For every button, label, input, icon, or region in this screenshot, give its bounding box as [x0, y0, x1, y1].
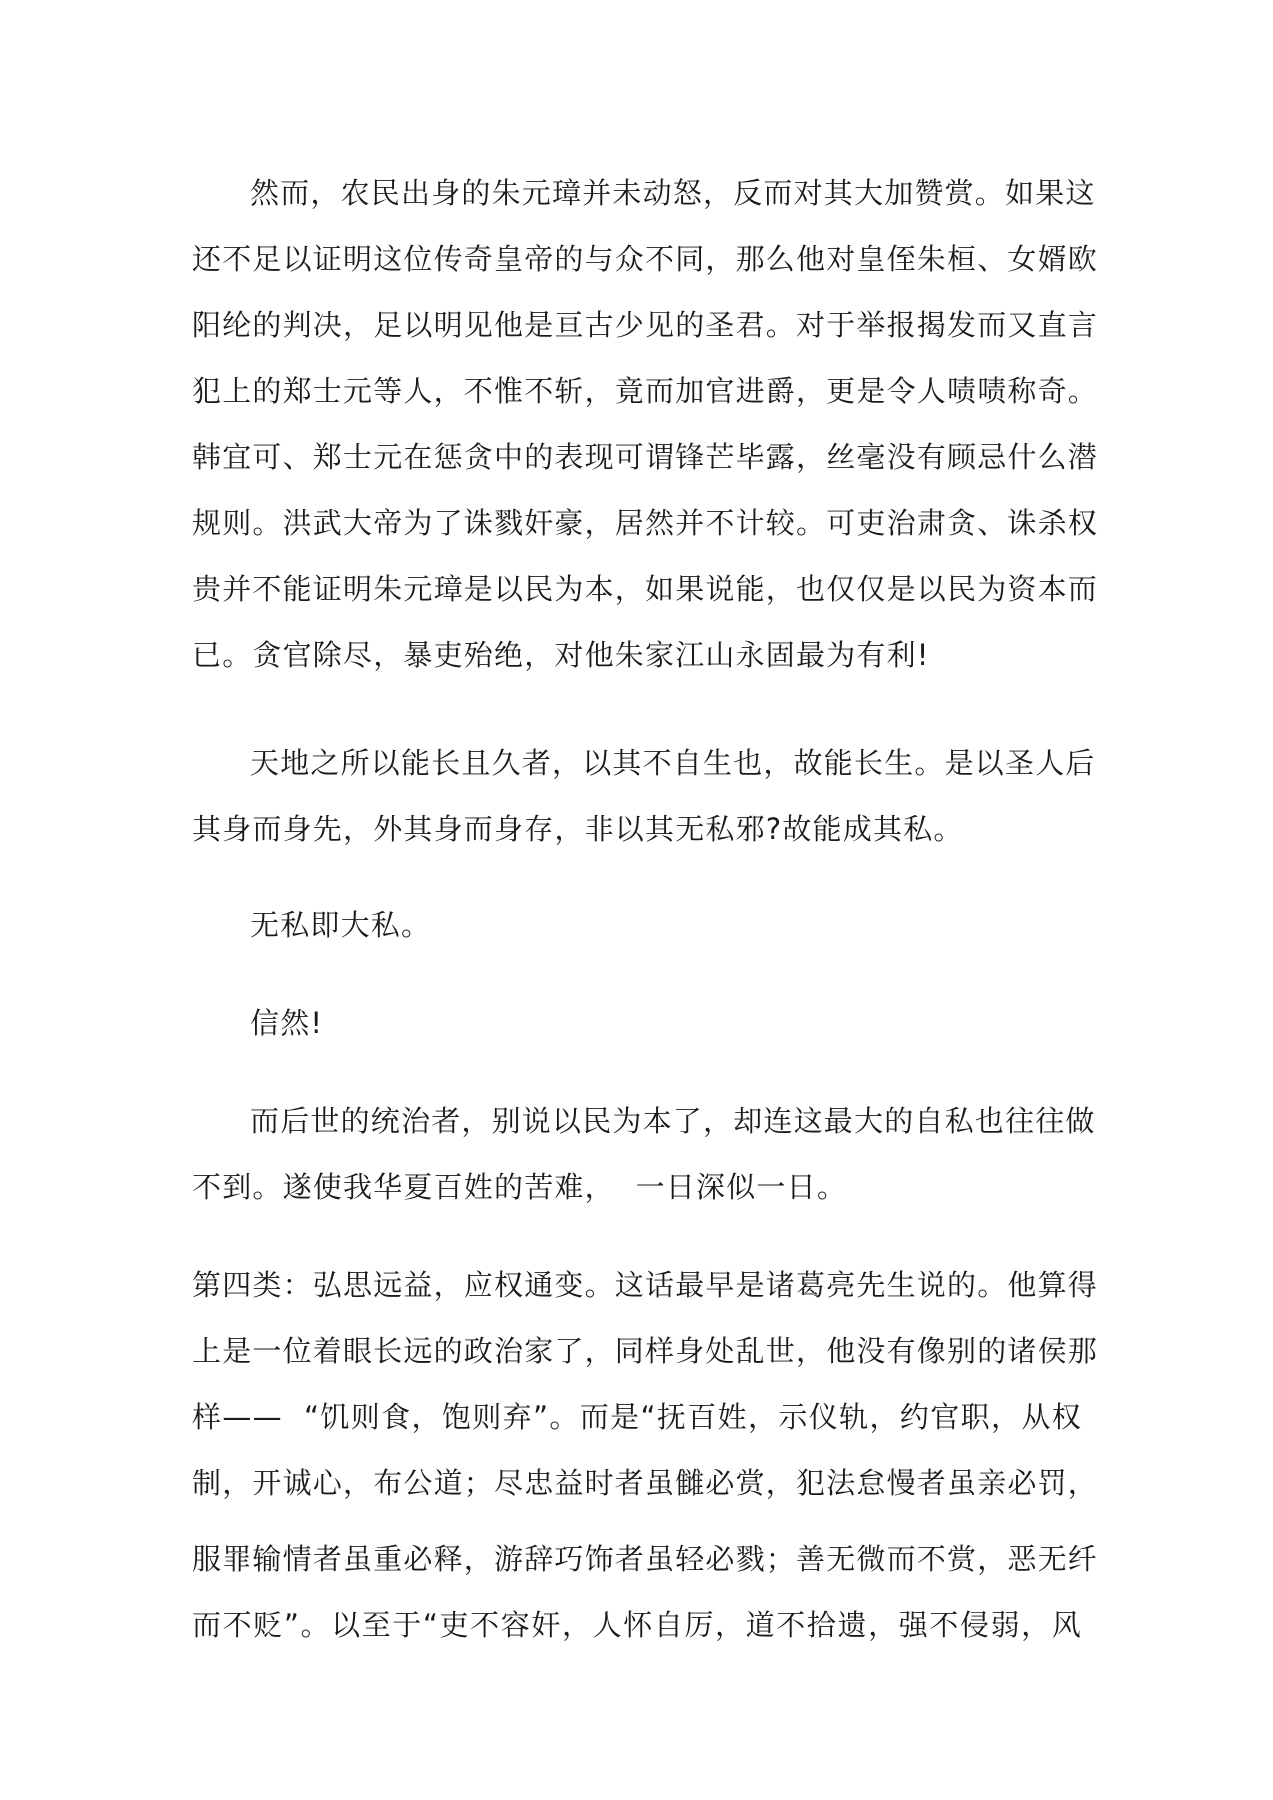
paragraph — [192, 990, 1082, 1056]
text-line: 样—— “饥则食，饱则弃”。而是“抚百姓，示仪轨，约官职，从权 — [192, 1400, 1082, 1434]
text-line: 而不贬”。以至于“吏不容奸，人怀自厉，道不拾遗，强不侵弱，风 — [192, 1608, 1082, 1642]
text-line: 规则。洪武大帝为了诛戮奸豪，居然并不计较。可吏治肃贪、诛杀权 — [192, 506, 1099, 540]
text-line: 信然! — [250, 1006, 324, 1040]
text-line: 不到。遂使我华夏百姓的苦难， 一日深似一日。 — [192, 1170, 848, 1204]
text-line: 第四类：弘思远益，应权通变。这话最早是诸葛亮先生说的。他算得 — [192, 1268, 1099, 1302]
text-line: 无私即大私。 — [250, 908, 432, 942]
paragraph — [192, 1252, 1099, 1658]
text-line: 贵并不能证明朱元璋是以民为本，如果说能，也仅仅是以民为资本而 — [192, 572, 1099, 606]
text-line: 制，开诚心，布公道；尽忠益时者虽雠必赏，犯法怠慢者虽亲必罚， — [192, 1466, 1099, 1500]
text-line: 犯上的郑士元等人，不惟不斩，竟而加官进爵，更是令人啧啧称奇。 — [192, 374, 1099, 408]
text-line: 上是一位着眼长远的政治家了，同样身处乱世，他没有像别的诸侯那 — [192, 1334, 1099, 1368]
text-line: 然而，农民出身的朱元璋并未动怒，反而对其大加赞赏。如果这 — [250, 176, 1096, 210]
text-line: 天地之所以能长且久者，以其不自生也，故能长生。是以圣人后 — [250, 746, 1096, 780]
text-line: 已。贪官除尽，暴吏殆绝，对他朱家江山永固最为有利! — [192, 638, 930, 672]
text-line: 服罪输情者虽重必释，游辞巧饰者虽轻必戮；善无微而不赏，恶无纤 — [192, 1542, 1099, 1576]
paragraph — [192, 892, 1082, 958]
text-line: 而后世的统治者，别说以民为本了，却连这最大的自私也往往做 — [250, 1104, 1096, 1138]
paragraph — [192, 730, 1096, 862]
paragraph — [192, 160, 1099, 688]
text-line: 阳纶的判决，足以明见他是亘古少见的圣君。对于举报揭发而又直言 — [192, 308, 1099, 342]
text-line: 还不足以证明这位传奇皇帝的与众不同，那么他对皇侄朱桓、女婿欧 — [192, 242, 1099, 276]
paragraph — [192, 1088, 1096, 1220]
text-line: 其身而身先，外其身而身存，非以其无私邪?故能成其私。 — [192, 812, 964, 846]
text-line: 韩宜可、郑士元在惩贪中的表现可谓锋芒毕露，丝毫没有顾忌什么潜 — [192, 440, 1099, 474]
